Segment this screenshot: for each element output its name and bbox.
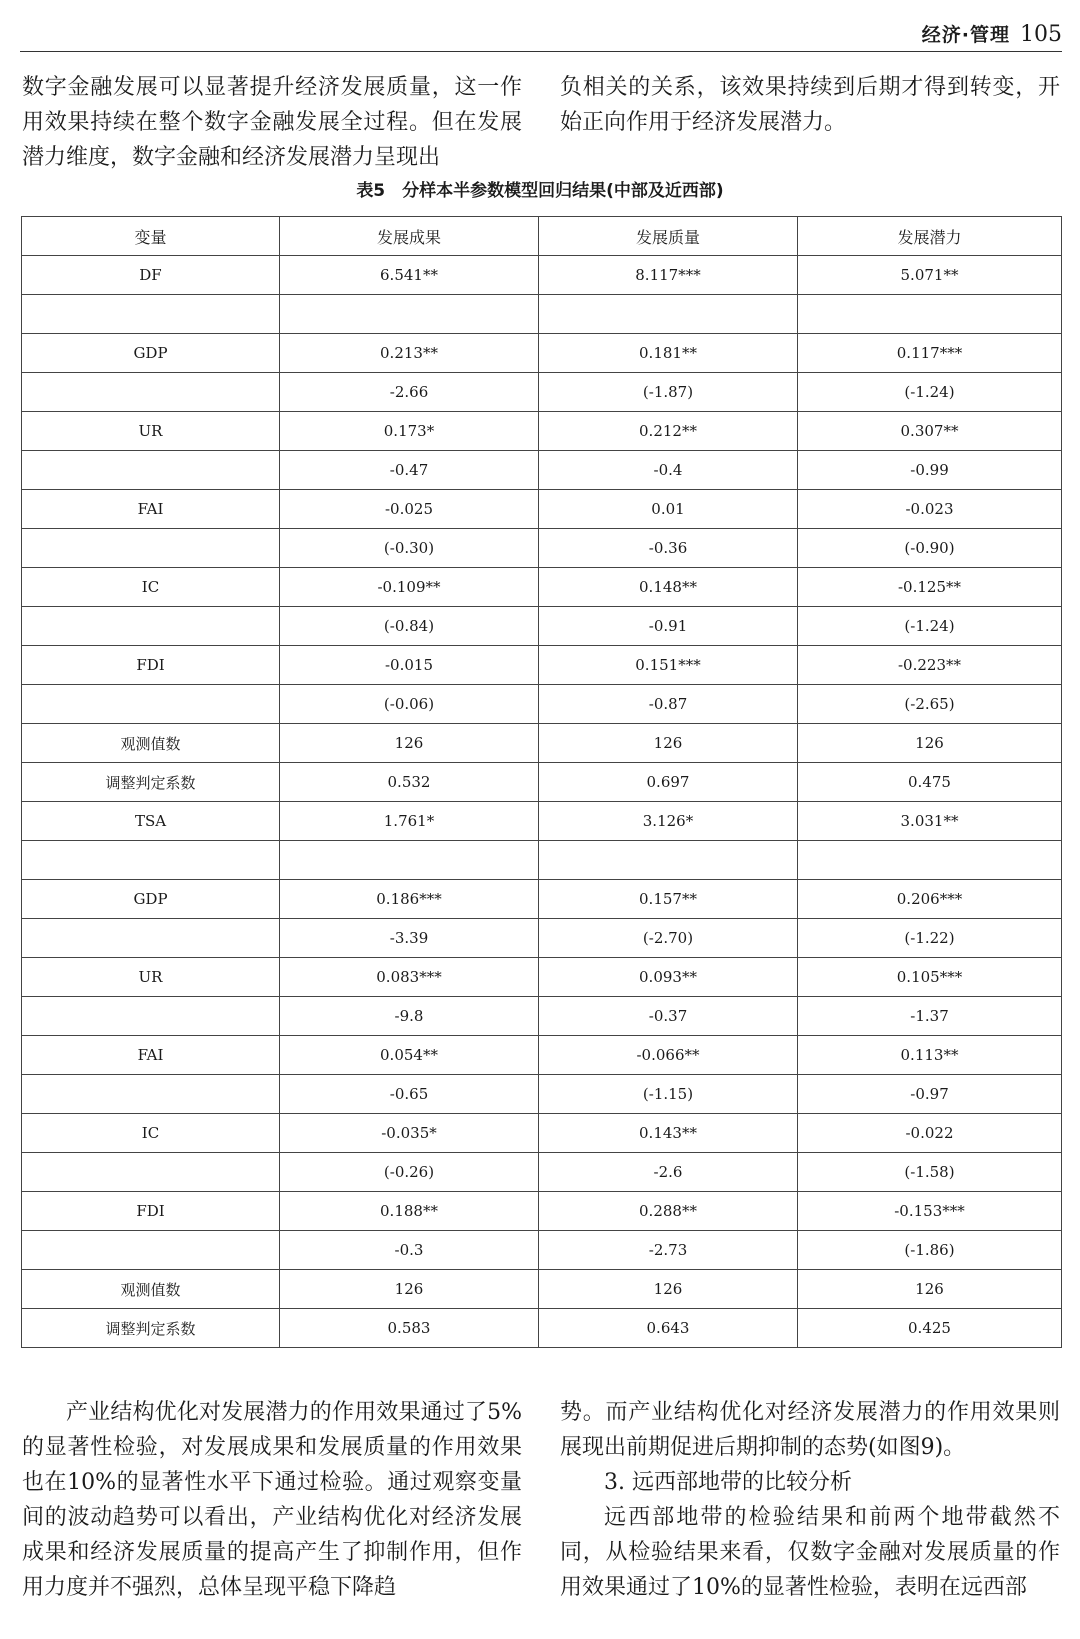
value-cell: -0.066** xyxy=(539,1036,798,1075)
value-cell: 0.188** xyxy=(280,1192,539,1231)
value-cell: 0.148** xyxy=(539,568,798,607)
value-cell: 0.186*** xyxy=(280,880,539,919)
value-cell: 126 xyxy=(798,724,1062,763)
value-cell: -2.73 xyxy=(539,1231,798,1270)
value-cell: 126 xyxy=(280,724,539,763)
column-header: 发展成果 xyxy=(280,217,539,256)
table-row xyxy=(22,607,1062,646)
table-row xyxy=(22,685,1062,724)
value-cell: 126 xyxy=(539,724,798,763)
value-cell: -0.109** xyxy=(280,568,539,607)
column-header: 发展质量 xyxy=(539,217,798,256)
value-cell: (-1.24) xyxy=(798,373,1062,412)
variable-cell xyxy=(22,1231,280,1270)
table-row xyxy=(22,1036,1062,1075)
table-row xyxy=(22,334,1062,373)
variable-cell xyxy=(22,295,280,334)
top-left-paragraph: 数字金融发展可以显著提升经济发展质量，这一作用效果持续在整个数字金融发展全过程。但在发展潜力维度，数字金融和经济发展潜力呈现出 xyxy=(22,75,522,170)
value-cell: 0.425 xyxy=(798,1309,1062,1348)
value-cell: 0.697 xyxy=(539,763,798,802)
bottom-text-columns xyxy=(22,1395,1060,1605)
variable-cell xyxy=(22,841,280,880)
variable-cell xyxy=(22,1075,280,1114)
value-cell: (-1.15) xyxy=(539,1075,798,1114)
value-cell: 0.01 xyxy=(539,490,798,529)
value-cell xyxy=(539,295,798,334)
value-cell: (-2.65) xyxy=(798,685,1062,724)
value-cell: 0.054** xyxy=(280,1036,539,1075)
table-row xyxy=(22,1231,1062,1270)
value-cell: (-1.87) xyxy=(539,373,798,412)
regression-table xyxy=(21,216,1062,1348)
column-header: 发展潜力 xyxy=(798,217,1062,256)
value-cell: (-0.90) xyxy=(798,529,1062,568)
value-cell: -3.39 xyxy=(280,919,539,958)
value-cell: -0.99 xyxy=(798,451,1062,490)
variable-cell: FDI xyxy=(22,1192,280,1231)
variable-cell xyxy=(22,1153,280,1192)
variable-cell: UR xyxy=(22,412,280,451)
variable-cell xyxy=(22,919,280,958)
value-cell: 0.157** xyxy=(539,880,798,919)
value-cell: 0.113** xyxy=(798,1036,1062,1075)
value-cell: (-1.22) xyxy=(798,919,1062,958)
variable-cell: 观测值数 xyxy=(22,724,280,763)
variable-cell xyxy=(22,685,280,724)
table-row xyxy=(22,763,1062,802)
table-row xyxy=(22,997,1062,1036)
value-cell: 0.213** xyxy=(280,334,539,373)
bottom-left-paragraph: 产业结构优化对发展潜力的作用效果通过了5%的显著性检验，对发展成果和发展质量的作用效果也在10%的显著性水平下通过检验。通过观察变量间的波动趋势可以看出，产业结构优化对经济发展成果和经济发展质量的提高产生了抑制作用，但作用力度并不强烈，总体呈现平稳下降趋 xyxy=(22,1400,522,1600)
value-cell: 8.117*** xyxy=(539,256,798,295)
page-header xyxy=(20,0,1062,52)
top-left-column xyxy=(22,70,522,175)
variable-cell: IC xyxy=(22,568,280,607)
value-cell: (-0.30) xyxy=(280,529,539,568)
variable-cell: 调整判定系数 xyxy=(22,1309,280,1348)
value-cell: -0.223** xyxy=(798,646,1062,685)
variable-cell xyxy=(22,997,280,1036)
table-row xyxy=(22,1270,1062,1309)
value-cell xyxy=(798,841,1062,880)
value-cell: -2.66 xyxy=(280,373,539,412)
value-cell: -1.37 xyxy=(798,997,1062,1036)
variable-cell: IC xyxy=(22,1114,280,1153)
value-cell: 3.126* xyxy=(539,802,798,841)
bottom-left-column xyxy=(22,1395,522,1605)
value-cell: -0.025 xyxy=(280,490,539,529)
value-cell: (-0.06) xyxy=(280,685,539,724)
value-cell: (-0.84) xyxy=(280,607,539,646)
table-row xyxy=(22,958,1062,997)
table-row xyxy=(22,802,1062,841)
variable-cell: FDI xyxy=(22,646,280,685)
variable-cell: TSA xyxy=(22,802,280,841)
variable-cell xyxy=(22,607,280,646)
top-text-columns xyxy=(22,70,1060,175)
value-cell: 0.143** xyxy=(539,1114,798,1153)
value-cell: 0.083*** xyxy=(280,958,539,997)
table-row xyxy=(22,373,1062,412)
value-cell: -0.035* xyxy=(280,1114,539,1153)
value-cell: (-0.26) xyxy=(280,1153,539,1192)
variable-cell: GDP xyxy=(22,334,280,373)
value-cell: 126 xyxy=(280,1270,539,1309)
top-right-paragraph: 负相关的关系，该效果持续到后期才得到转变，开始正向作用于经济发展潜力。 xyxy=(560,75,1060,135)
value-cell: -0.023 xyxy=(798,490,1062,529)
value-cell: -0.153*** xyxy=(798,1192,1062,1231)
table-row xyxy=(22,1153,1062,1192)
section-heading: 3. 远西部地带的比较分析 xyxy=(604,1470,852,1495)
value-cell: 126 xyxy=(539,1270,798,1309)
bottom-right-paragraph-1: 势。而产业结构优化对经济发展潜力的作用效果则展现出前期促进后期抑制的态势(如图9)。 xyxy=(560,1400,1060,1460)
table-row xyxy=(22,1309,1062,1348)
table-row xyxy=(22,1114,1062,1153)
top-right-column xyxy=(560,70,1060,175)
value-cell: 0.643 xyxy=(539,1309,798,1348)
table-row xyxy=(22,451,1062,490)
value-cell: -2.6 xyxy=(539,1153,798,1192)
value-cell xyxy=(798,295,1062,334)
value-cell: 0.532 xyxy=(280,763,539,802)
value-cell: -9.8 xyxy=(280,997,539,1036)
value-cell: (-1.86) xyxy=(798,1231,1062,1270)
value-cell: 0.173* xyxy=(280,412,539,451)
value-cell: (-1.24) xyxy=(798,607,1062,646)
variable-cell: UR xyxy=(22,958,280,997)
value-cell: 0.288** xyxy=(539,1192,798,1231)
variable-cell: 调整判定系数 xyxy=(22,763,280,802)
value-cell: (-1.58) xyxy=(798,1153,1062,1192)
table-header-row xyxy=(22,217,1062,256)
value-cell: 5.071** xyxy=(798,256,1062,295)
table-row xyxy=(22,1075,1062,1114)
table-row xyxy=(22,724,1062,763)
value-cell: -0.022 xyxy=(798,1114,1062,1153)
section-title: 经济·管理 xyxy=(921,24,1010,46)
value-cell: 0.307** xyxy=(798,412,1062,451)
variable-cell xyxy=(22,529,280,568)
value-cell: 0.583 xyxy=(280,1309,539,1348)
table-row xyxy=(22,880,1062,919)
value-cell: -0.97 xyxy=(798,1075,1062,1114)
value-cell xyxy=(280,295,539,334)
value-cell xyxy=(280,841,539,880)
variable-cell: DF xyxy=(22,256,280,295)
table-row xyxy=(22,841,1062,880)
table-row xyxy=(22,1192,1062,1231)
variable-cell: 观测值数 xyxy=(22,1270,280,1309)
value-cell: -0.015 xyxy=(280,646,539,685)
value-cell: 0.093** xyxy=(539,958,798,997)
bottom-right-paragraph-2: 远西部地带的检验结果和前两个地带截然不同，从检验结果来看，仅数字金融对发展质量的作用效果通过了10%的显著性检验，表明在远西部 xyxy=(560,1505,1060,1600)
value-cell: -0.65 xyxy=(280,1075,539,1114)
value-cell: -0.87 xyxy=(539,685,798,724)
table-row xyxy=(22,919,1062,958)
value-cell: 126 xyxy=(798,1270,1062,1309)
page-number: 105 xyxy=(1020,22,1062,47)
value-cell: -0.4 xyxy=(539,451,798,490)
table-row xyxy=(22,295,1062,334)
column-header: 变量 xyxy=(22,217,280,256)
table-row xyxy=(22,490,1062,529)
table-body xyxy=(22,256,1062,1348)
value-cell xyxy=(539,841,798,880)
bottom-right-column xyxy=(560,1395,1060,1605)
value-cell: -0.3 xyxy=(280,1231,539,1270)
value-cell: 0.105*** xyxy=(798,958,1062,997)
table-caption: 表5 分样本半参数模型回归结果(中部及近西部) xyxy=(356,181,724,201)
value-cell: 6.541** xyxy=(280,256,539,295)
value-cell: 3.031** xyxy=(798,802,1062,841)
value-cell: 0.181** xyxy=(539,334,798,373)
variable-cell xyxy=(22,451,280,490)
variable-cell: FAI xyxy=(22,1036,280,1075)
value-cell: (-2.70) xyxy=(539,919,798,958)
table-row xyxy=(22,412,1062,451)
table-row xyxy=(22,568,1062,607)
value-cell: -0.47 xyxy=(280,451,539,490)
table-row xyxy=(22,256,1062,295)
value-cell: 1.761* xyxy=(280,802,539,841)
value-cell: 0.206*** xyxy=(798,880,1062,919)
variable-cell: FAI xyxy=(22,490,280,529)
variable-cell: GDP xyxy=(22,880,280,919)
value-cell: 0.212** xyxy=(539,412,798,451)
value-cell: -0.37 xyxy=(539,997,798,1036)
value-cell: 0.475 xyxy=(798,763,1062,802)
value-cell: -0.91 xyxy=(539,607,798,646)
table-row xyxy=(22,646,1062,685)
table-row xyxy=(22,529,1062,568)
value-cell: -0.36 xyxy=(539,529,798,568)
value-cell: 0.117*** xyxy=(798,334,1062,373)
variable-cell xyxy=(22,373,280,412)
value-cell: 0.151*** xyxy=(539,646,798,685)
value-cell: -0.125** xyxy=(798,568,1062,607)
